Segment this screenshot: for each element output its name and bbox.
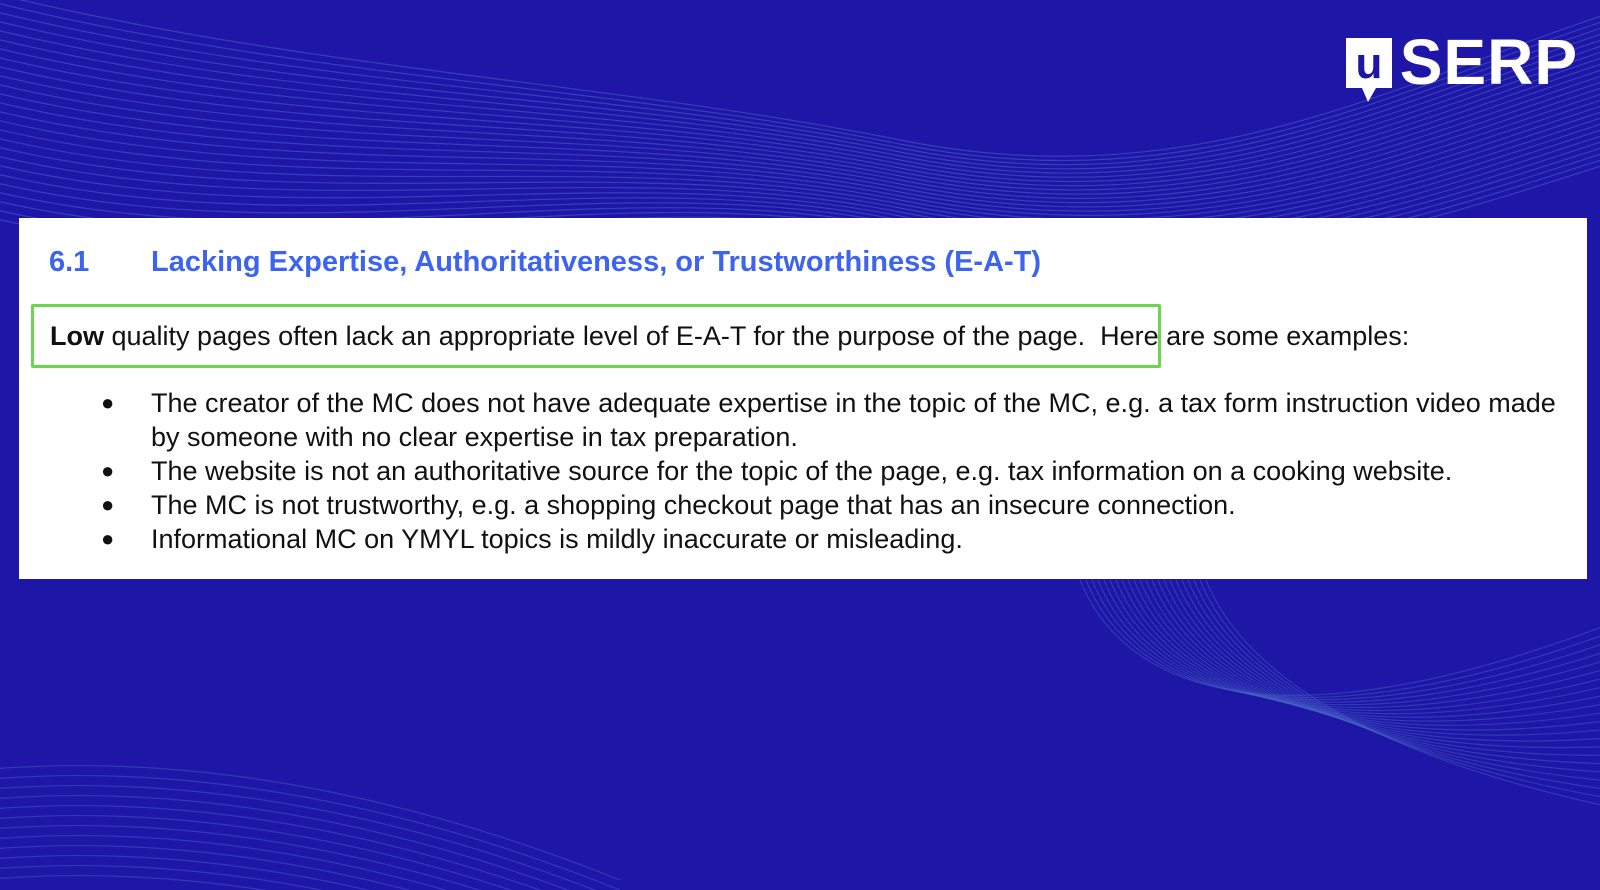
wave-line bbox=[0, 118, 1600, 233]
wave-line bbox=[1140, 580, 1600, 725]
wave-line bbox=[0, 766, 620, 880]
section-title: Lacking Expertise, Authoritativeness, or Trustworthiness (E-A-T) bbox=[151, 246, 1042, 278]
section-heading bbox=[49, 244, 1041, 280]
wave-line bbox=[1086, 580, 1600, 697]
list-item bbox=[19, 386, 1587, 454]
wave-line bbox=[0, 836, 620, 890]
logo-mark-icon bbox=[1342, 34, 1396, 106]
list-item-text: The creator of the MC does not have adequate expertise in the topic of the MC, e.g. a tax form instruction video made by someone with no clear expertise in tax preparation. bbox=[151, 388, 1556, 452]
wave-line bbox=[0, 776, 620, 890]
wave-line bbox=[1122, 580, 1600, 714]
list-item-text: The website is not an authoritative source for the topic of the page, e.g. tax information on a cooking website. bbox=[151, 456, 1453, 486]
wave-line bbox=[1098, 580, 1600, 702]
wave-line bbox=[1182, 580, 1600, 773]
wave-line bbox=[0, 856, 620, 890]
document-excerpt bbox=[19, 218, 1587, 579]
list-item-text: The MC is not trustworthy, e.g. a shopping checkout page that has an insecure connection. bbox=[151, 490, 1236, 520]
intro-rest-text: Here are some examples: bbox=[1100, 321, 1410, 351]
list-item bbox=[19, 454, 1587, 488]
wave-line bbox=[1128, 580, 1600, 717]
wave-line bbox=[0, 816, 620, 890]
section-number: 6.1 bbox=[49, 246, 90, 278]
bullet-icon: ● bbox=[101, 492, 115, 517]
intro-bold-word: Low bbox=[50, 321, 104, 351]
wave-line bbox=[1152, 580, 1600, 735]
bullet-icon: ● bbox=[101, 458, 115, 483]
bullet-icon: ● bbox=[101, 526, 115, 551]
list-item-text: Informational MC on YMYL topics is mildly inaccurate or misleading. bbox=[151, 524, 963, 554]
wave-line bbox=[1080, 580, 1600, 695]
userp-logo bbox=[1342, 26, 1578, 110]
logo-mark-letter: u bbox=[1355, 39, 1383, 88]
list-item bbox=[19, 522, 1587, 556]
intro-highlighted-text: quality pages often lack an appropriate level of E-A-T for the purpose of the page. bbox=[104, 321, 1086, 351]
examples-list bbox=[19, 386, 1587, 556]
bullet-icon: ● bbox=[101, 390, 115, 415]
intro-paragraph bbox=[50, 319, 1409, 353]
logo-text: SERP bbox=[1399, 26, 1578, 98]
wave-line bbox=[0, 846, 620, 890]
list-item bbox=[19, 488, 1587, 522]
